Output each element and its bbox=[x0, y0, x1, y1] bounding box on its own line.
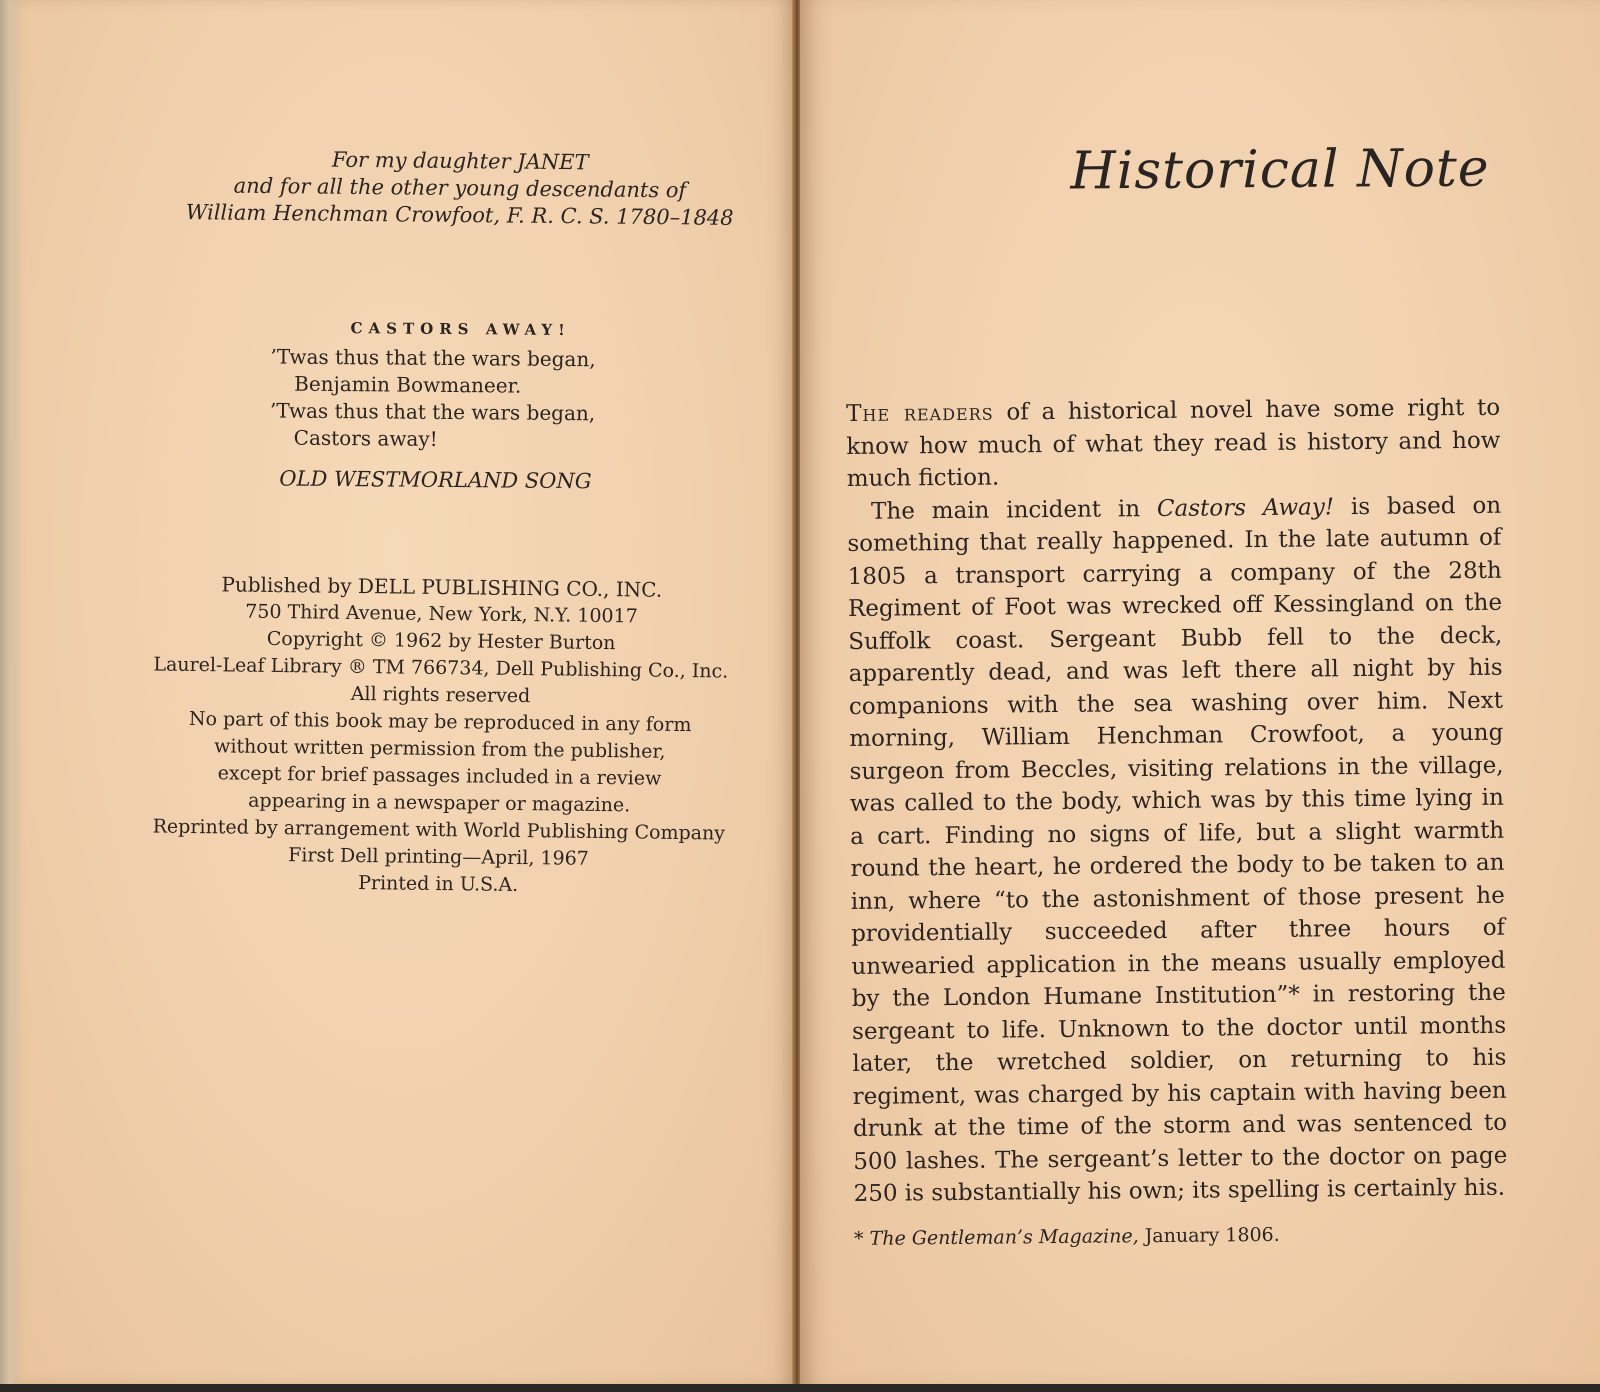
historical-note-body bbox=[846, 392, 1508, 1255]
copyright-line: Copyright © 1962 by Hester Burton bbox=[266, 627, 616, 655]
verse-line: Castors away! bbox=[293, 425, 438, 451]
page-edge bbox=[0, 0, 22, 1384]
verse-line: Benjamin Bowmaneer. bbox=[294, 371, 522, 398]
reprint-line: Reprinted by arrangement with World Publishing Company bbox=[152, 815, 726, 845]
dedication-line: For my daughter JANET bbox=[331, 147, 589, 175]
verse-line: ’Twas thus that the wars began, bbox=[269, 398, 596, 426]
lead-in: The readers bbox=[846, 399, 994, 427]
right-page bbox=[800, 0, 1600, 1384]
publisher-line: Published by DELL PUBLISHING CO., INC. bbox=[221, 572, 663, 602]
rights-line: All rights reserved bbox=[350, 682, 531, 708]
rights-line: without written permission from the publisher, bbox=[214, 735, 666, 763]
book-title-italic: Castors Away! bbox=[1156, 493, 1335, 522]
trademark-line: Laurel-Leaf Library ® TM 766734, Dell Publishing Co., Inc. bbox=[153, 653, 729, 683]
publisher-address: 750 Third Avenue, New York, N.Y. 10017 bbox=[245, 600, 638, 628]
page-title: Historical Note bbox=[1070, 138, 1490, 202]
publisher-info bbox=[108, 570, 772, 902]
footnote-date: January 1806. bbox=[1138, 1223, 1280, 1247]
printing-line: First Dell printing—April, 1967 bbox=[288, 844, 589, 870]
dedication-line: and for all the other young descendants of bbox=[233, 173, 687, 203]
dedication-line: William Henchman Crowfoot, F. R. C. S. 1780–1848 bbox=[185, 200, 734, 230]
printed-in-line: Printed in U.S.A. bbox=[358, 872, 519, 896]
paragraph bbox=[847, 489, 1508, 1210]
rights-line: No part of this book may be reproduced in any form bbox=[188, 707, 692, 737]
left-page bbox=[0, 0, 796, 1384]
paragraph-text: The main incident in bbox=[870, 495, 1158, 525]
paragraph-text: is based on something that really happened. In the late autumn of 1805 a transport carrying a company of the 28th Regiment of Foot was wrecked off Kessingland on the Suffolk coast. Sergeant Bubb fell to the deck, apparently dead, and was left there all night by his companions with the sea washing over him. Next morning, William Henchman Crowfoot, a young surgeon from Beccles, visiting relations in the village, was called to the body, which was by this time lying in a cart. Finding no signs of life, but a slight warmth round the heart, he ordered the body to be taken to an inn, where “to the astonishment of those present he providentially succeeded after three hours of unwearied application in the means usually employed by the London Humane Institution”* in restoring the sergeant to life. Unknown to the doctor until months later, the wretched soldier, on returning to his regiment, was charged by his captain with having been drunk at the time of the storm and was sentenced to 500 lashes. The sergeant’s letter to the doctor on page 250 is substantially his own; its spelling is certainly his. bbox=[847, 492, 1508, 1207]
footnote-source: The Gentleman’s Magazine, bbox=[869, 1224, 1139, 1250]
footnote-marker: * bbox=[853, 1227, 870, 1250]
epigraph bbox=[269, 314, 631, 495]
paragraph bbox=[846, 392, 1501, 496]
dedication bbox=[160, 145, 761, 232]
epigraph-title: CASTORS AWAY! bbox=[350, 319, 571, 340]
rights-line: appearing in a newspaper or magazine. bbox=[248, 789, 631, 817]
footnote bbox=[854, 1216, 1508, 1255]
epigraph-source: OLD WESTMORLAND SONG bbox=[279, 466, 592, 494]
table-surface bbox=[0, 1384, 1600, 1392]
paragraph-text: of a historical novel have some right to know how much of what they read is history and how much fiction. bbox=[846, 394, 1501, 492]
verse-line: ’Twas thus that the wars began, bbox=[270, 344, 596, 372]
rights-line: except for brief passages included in a review bbox=[217, 762, 662, 790]
